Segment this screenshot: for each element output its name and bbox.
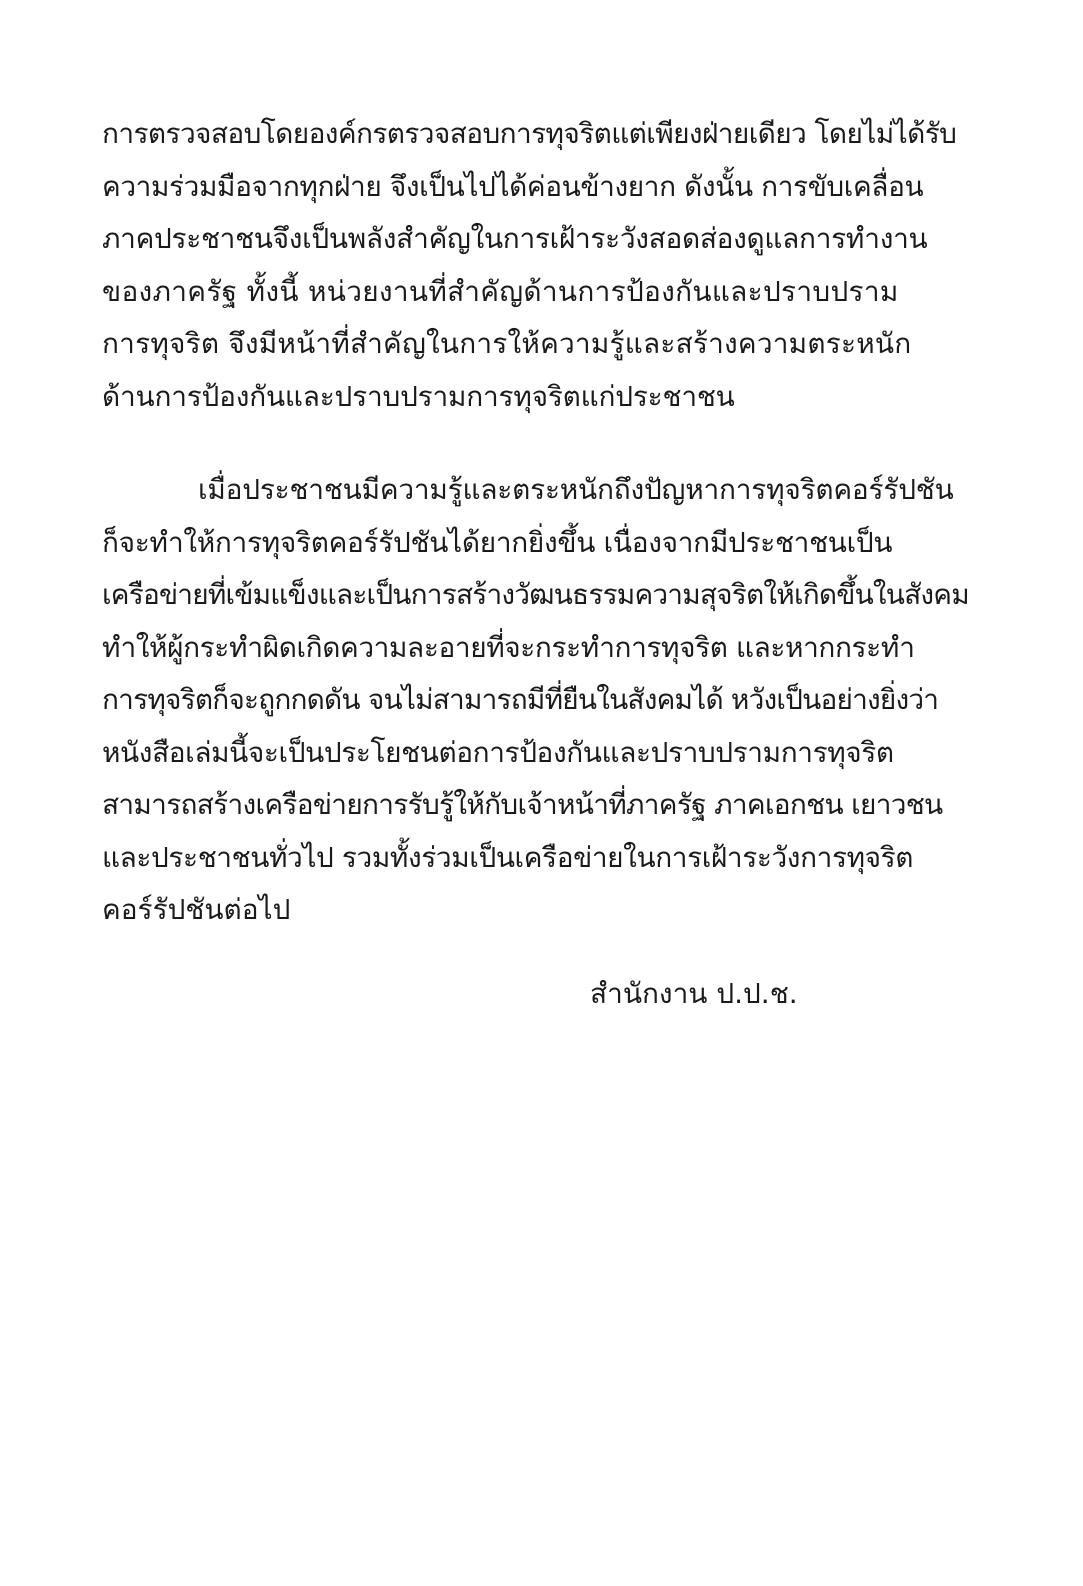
paragraph-1 [102,108,972,423]
paragraph-line: ภาคประชาชนจึงเป็นพลังสำคัญในการเฝ้าระวังสอดส่องดูแลการทำงาน [102,222,928,255]
paragraph-line: ทำให้ผู้กระทำผิดเกิดความละอายที่จะกระทำการทุจริต และหากกระทำ [102,630,915,664]
paragraph-line: ของภาครัฐ ทั้งนี้ หน่วยงานที่สำคัญด้านการป้องกันและปราบปราม [102,274,899,308]
paragraph-line: การทุจริตก็จะถูกกดดัน จนไม่สามารถมีที่ยืนในสังคมได้ หวังเป็นอย่างยิ่งว่า [102,683,939,716]
paragraph-line: การตรวจสอบโดยองค์กรตรวจสอบการทุจริตแต่เพียงฝ่ายเดียว โดยไม่ได้รับ [102,117,957,150]
paragraph-2 [102,464,972,937]
paragraph-line: ด้านการป้องกันและปราบปรามการทุจริตแก่ประชาชน [102,379,735,413]
paragraph-line: ความร่วมมือจากทุกฝ่าย จึงเป็นไปได้ค่อนข้างยาก ดังนั้น การขับเคลื่อน [102,169,924,203]
paragraph-line: หนังสือเล่มนี้จะเป็นประโยชนต่อการป้องกันและปราบปรามการทุจริต [102,735,894,769]
paragraph-line: สามารถสร้างเครือข่ายการรับรู้ให้กับเจ้าหน้าที่ภาครัฐ ภาคเอกชน เยาวชน [102,788,943,821]
paragraph-line: คอร์รัปชันต่อไป [102,893,291,926]
paragraph-line: ก็จะทำให้การทุจริตคอร์รัปชันได้ยากยิ่งขึ้น เนื่องจากมีประชาชนเป็น [102,525,893,559]
paragraph-line: เมื่อประชาชนมีความรู้และตระหนักถึงปัญหาการทุจริตคอร์รัปชัน [198,473,954,506]
paragraph-line: และประชาชนทั่วไป รวมทั้งร่วมเป็นเครือข่ายในการเฝ้าระวังการทุจริต [102,840,914,874]
paragraph-line: เครือข่ายที่เข้มแข็งและเป็นการสร้างวัฒนธรรมความสุจริตให้เกิดขึ้นในสังคม [102,578,969,611]
signature: สำนักงาน ป.ป.ช. [590,977,798,1010]
paragraph-line: การทุจริต จึงมีหน้าที่สำคัญในการให้ความรู้และสร้างความตระหนัก [102,327,912,360]
